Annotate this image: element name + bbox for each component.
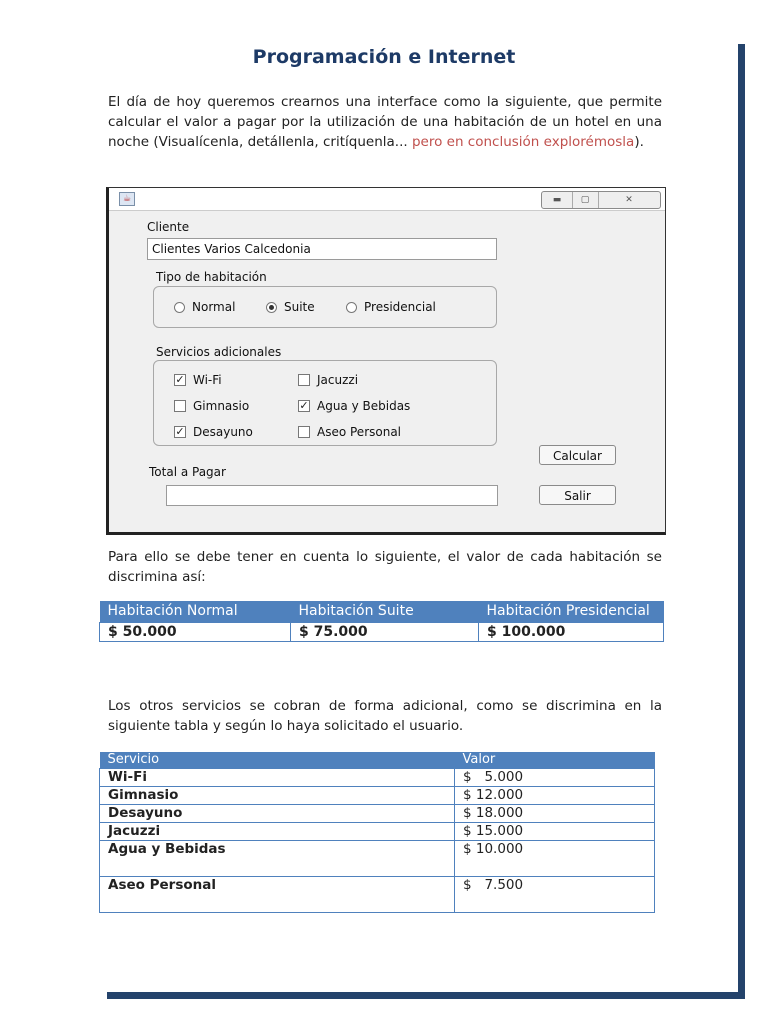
value-suite: $ 75.000 (291, 623, 479, 642)
checkbox-empty-icon (298, 426, 310, 438)
services-table (99, 752, 655, 913)
java-app-icon: ☕ (119, 192, 135, 206)
checkbox-checked-icon: ✓ (175, 373, 185, 386)
radio-suite-label: Suite (284, 300, 315, 314)
minimize-icon[interactable]: ▬ (542, 192, 573, 208)
radio-suite[interactable] (266, 300, 315, 314)
table-row (100, 805, 655, 823)
check-desayuno-label: Desayuno (193, 425, 253, 439)
header-presidencial: Habitación Presidencial (479, 601, 664, 623)
check-jacuzzi[interactable] (298, 373, 358, 387)
check-desayuno[interactable] (174, 425, 253, 439)
radio-suite-icon (266, 302, 277, 313)
cliente-label: Cliente (147, 220, 190, 234)
servicios-group (153, 360, 497, 446)
table-row (100, 769, 655, 787)
cliente-input[interactable]: Clientes Varios Calcedonia (147, 238, 497, 260)
room-price-table (99, 601, 664, 642)
window-titlebar (109, 188, 665, 211)
service-value: $ 12.000 (455, 787, 655, 805)
radio-normal-label: Normal (192, 300, 236, 314)
service-value: $ 7.500 (455, 877, 655, 913)
header-suite: Habitación Suite (291, 601, 479, 623)
intro-text: El día de hoy queremos crearnos una interface como la siguiente, que permite calcular el valor a pagar por la utilización de una habitación de un hotel en una noche (Visualícenla, detállenla, critíquenla... (108, 94, 662, 150)
value-normal: $ 50.000 (100, 623, 291, 642)
intro-highlight: pero en conclusión explorémosla (411, 134, 635, 150)
room-value-row (100, 623, 664, 642)
check-aseo-label: Aseo Personal (317, 425, 402, 439)
header-normal: Habitación Normal (100, 601, 291, 623)
service-value: $ 5.000 (455, 769, 655, 787)
window-controls (541, 191, 661, 209)
check-wifi[interactable] (174, 373, 222, 387)
salir-button[interactable]: Salir (539, 485, 616, 505)
header-servicio: Servicio (100, 752, 455, 769)
table-row (100, 841, 655, 877)
service-value: $ 18.000 (455, 805, 655, 823)
service-name: Wi-Fi (100, 769, 455, 787)
checkbox-checked-icon: ✓ (299, 399, 309, 412)
services-paragraph: Los otros servicios se cobran de forma adicional, como se discrimina en la siguiente tabla y según lo haya solicitado el usuario. (108, 698, 662, 734)
service-name: Agua y Bebidas (100, 841, 455, 877)
room-header-row (100, 601, 664, 623)
rooms-paragraph: Para ello se debe tener en cuenta lo siguiente, el valor de cada habitación se discrimina así: (108, 549, 662, 585)
service-value: $ 15.000 (455, 823, 655, 841)
radio-presidencial[interactable] (346, 300, 436, 314)
check-wifi-label: Wi-Fi (193, 373, 222, 387)
intro-paragraph (108, 92, 662, 152)
page-title: Programación e Internet (252, 46, 516, 68)
total-input[interactable] (166, 485, 498, 506)
tipo-habitacion-group (153, 286, 497, 328)
check-agua-bebidas[interactable] (298, 399, 410, 413)
services-header-row (100, 752, 655, 769)
checkbox-empty-icon (174, 400, 186, 412)
check-gimnasio[interactable] (174, 399, 249, 413)
header-valor: Valor (455, 752, 655, 769)
value-presidencial: $ 100.000 (479, 623, 664, 642)
radio-normal[interactable] (174, 300, 235, 314)
page-border-right (738, 44, 745, 999)
check-jacuzzi-label: Jacuzzi (317, 373, 359, 387)
radio-presidencial-icon (346, 302, 357, 313)
check-aseo-personal[interactable] (298, 425, 401, 439)
tipo-habitacion-label: Tipo de habitación (156, 270, 267, 284)
checkbox-checked-icon: ✓ (175, 425, 185, 438)
hotel-app-window (106, 187, 666, 535)
service-name: Jacuzzi (100, 823, 455, 841)
table-row (100, 823, 655, 841)
servicios-label: Servicios adicionales (156, 345, 282, 359)
check-gimnasio-label: Gimnasio (193, 399, 250, 413)
checkbox-empty-icon (298, 374, 310, 386)
maximize-icon[interactable]: ▢ (572, 192, 599, 208)
service-name: Gimnasio (100, 787, 455, 805)
calcular-button[interactable]: Calcular (539, 445, 616, 465)
total-label: Total a Pagar (149, 465, 226, 479)
service-name: Aseo Personal (100, 877, 455, 913)
check-agua-label: Agua y Bebidas (317, 399, 411, 413)
page-border-bottom (107, 992, 745, 999)
table-row (100, 877, 655, 913)
close-icon[interactable]: ✕ (625, 195, 633, 205)
radio-normal-icon (174, 302, 185, 313)
service-value: $ 10.000 (455, 841, 655, 877)
radio-presidencial-label: Presidencial (364, 300, 436, 314)
intro-end: ). (634, 134, 644, 150)
service-name: Desayuno (100, 805, 455, 823)
table-row (100, 787, 655, 805)
